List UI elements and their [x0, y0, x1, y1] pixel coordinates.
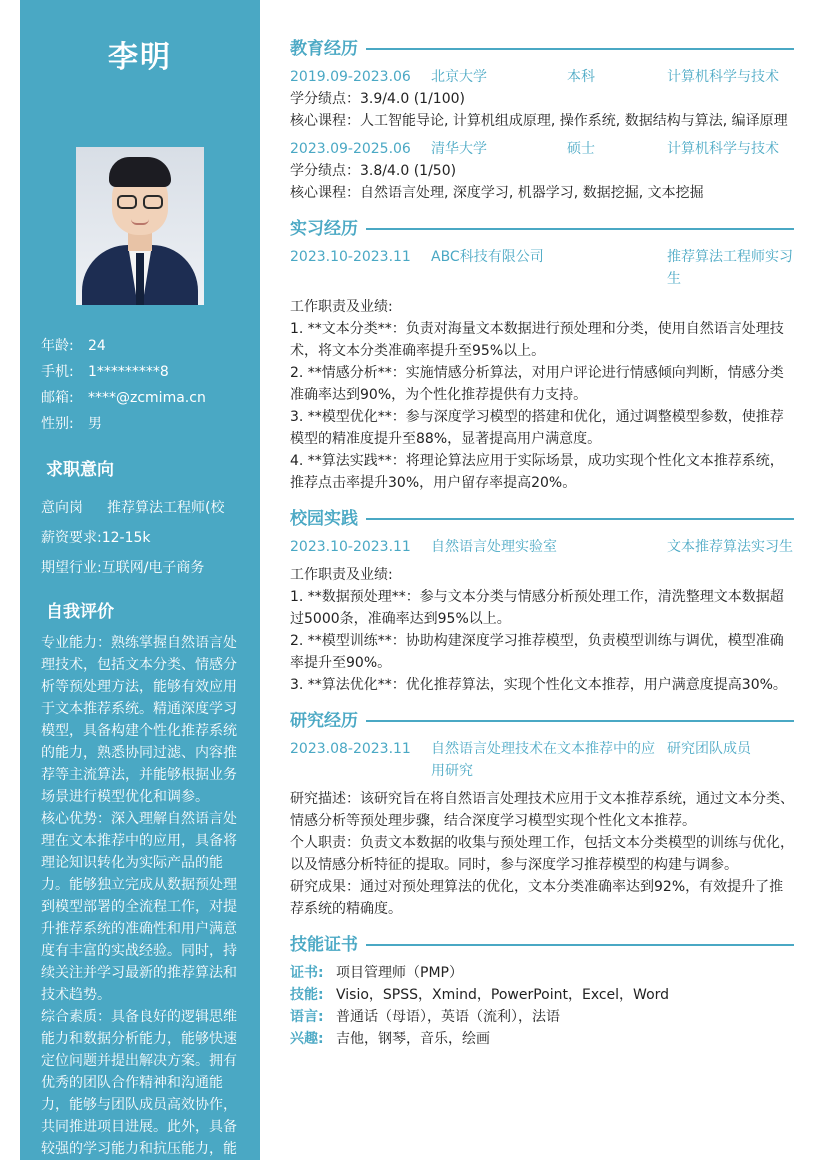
skill-value: 普通话（母语），英语（流利），法语 [336, 1009, 560, 1025]
info-label: 手机: [41, 364, 74, 380]
section-title: 实习经历 [290, 219, 358, 239]
detail-line: 研究成果：通过对预处理算法的优化，文本分类准确率达到92%，有效提升了推荐系统的精确度。 [290, 879, 784, 917]
entry-period: 2023.10-2023.11 [290, 249, 411, 265]
self-eval-paragraph: 核心优势：深入理解自然语言处理在文本推荐中的应用，具备将理论知识转化为实际产品的能力。能够独立完成从数据预处理到模型部署的全流程工作，对提升推荐系统的准确性和用户满意度有丰富的实战经验。同时，持续关注并学习最新的推荐算法和技术趋势。 [41, 811, 237, 1003]
entry-role: 研究团队成员 [667, 741, 751, 757]
entry-gpa: 学分绩点：3.9/4.0 (1/100) [290, 91, 465, 107]
section-divider [366, 228, 794, 230]
internship-section [290, 216, 794, 494]
research-entry-header [290, 738, 794, 782]
section-header [290, 708, 794, 734]
photo-tie [136, 253, 144, 305]
info-gender [41, 411, 251, 437]
education-entry-header [290, 66, 794, 88]
detail-line: 个人职责：负责文本数据的收集与预处理工作，包括文本分类模型的训练与优化，以及情感分析特征的提取。同时，参与深度学习推荐模型的构建与调参。 [290, 835, 794, 873]
section-header [290, 36, 794, 62]
entry-courses: 核心课程：人工智能导论, 计算机组成原理, 操作系统, 数据结构与算法, 编译原理 [290, 113, 788, 129]
info-label: 性别: [41, 416, 74, 432]
education-section [290, 36, 794, 204]
profile-photo [76, 147, 204, 305]
entry-period: 2019.09-2023.06 [290, 69, 411, 85]
photo-glasses-left [117, 195, 137, 209]
detail-line: 3. **模型优化**：参与深度学习模型的搭建和优化，通过调整模型参数，使推荐模型的精准度提升至88%，显著提高用户满意度。 [290, 409, 784, 447]
intent-position [41, 495, 256, 525]
skill-value: 项目管理师（PMP） [336, 965, 463, 981]
skill-label: 证书: [290, 965, 324, 981]
intent-value: 12-15k [101, 530, 151, 546]
info-value: 24 [88, 338, 106, 354]
skill-value: Visio，SPSS，Xmind，PowerPoint，Excel，Word [336, 987, 670, 1003]
skill-row-certificate [290, 962, 794, 984]
section-title: 教育经历 [290, 39, 358, 59]
entry-gpa: 学分绩点：3.8/4.0 (1/50) [290, 163, 457, 179]
detail-line: 1. **数据预处理**：参与文本分类与情感分析预处理工作，清洗整理文本数据超过5000条，准确率达到95%以上。 [290, 589, 784, 627]
detail-line: 工作职责及业绩: [290, 299, 393, 315]
intent-label: 期望行业: [41, 560, 102, 576]
entry-period: 2023.09-2025.06 [290, 141, 411, 157]
skill-label: 兴趣: [290, 1031, 324, 1047]
section-title: 技能证书 [290, 935, 358, 955]
section-header [290, 506, 794, 532]
entry-role: 文本推荐算法实习生 [667, 539, 793, 555]
self-eval-heading: 自我评价 [46, 602, 114, 622]
self-eval-paragraph: 专业能力：熟练掌握自然语言处理技术，包括文本分类、情感分析等预处理方法，能够有效应用于文本推荐系统。精通深度学习模型，具备构建个性化推荐系统的能力，熟悉协同过滤、内容推荐等主流算法，并能够根据业务场景进行模型优化和调参。 [41, 635, 237, 805]
campus-section [290, 506, 794, 696]
detail-line: 2. **模型训练**：协助构建深度学习推荐模型，负责模型训练与调优，模型准确率提升至90%。 [290, 633, 784, 671]
info-value: 1*********8 [88, 364, 169, 380]
entry-major: 计算机科学与技术 [667, 141, 779, 157]
detail-line: 研究描述：该研究旨在将自然语言处理技术应用于文本推荐系统，通过文本分类、情感分析等预处理步骤，结合深度学习模型实现个性化文本推荐。 [290, 791, 794, 829]
entry-org: 自然语言处理实验室 [431, 539, 557, 555]
internship-entry-header [290, 246, 794, 290]
intent-salary [41, 525, 256, 555]
info-email [41, 385, 251, 411]
intent-label: 薪资要求: [41, 530, 102, 546]
skill-value: 吉他，钢琴，音乐，绘画 [336, 1031, 490, 1047]
info-phone [41, 359, 251, 385]
section-divider [366, 720, 794, 722]
skill-row-language [290, 1006, 794, 1028]
main-content [290, 36, 794, 1050]
info-age [41, 333, 251, 359]
skill-label: 技能: [290, 987, 324, 1003]
section-title: 研究经历 [290, 711, 358, 731]
entry-period: 2023.08-2023.11 [290, 741, 411, 757]
campus-entry-header [290, 536, 794, 558]
photo-hair [109, 157, 171, 187]
info-label: 年龄: [41, 338, 74, 354]
entry-school: 清华大学 [431, 141, 487, 157]
sidebar [20, 0, 260, 1160]
section-divider [366, 944, 794, 946]
detail-line: 3. **算法优化**：优化推荐算法，实现个性化文本推荐，用户满意度提高30%。 [290, 677, 787, 693]
info-value: 男 [88, 416, 102, 432]
intent-value: 互联网/电子商务 [101, 560, 205, 576]
research-section [290, 708, 794, 920]
entry-period: 2023.10-2023.11 [290, 539, 411, 555]
entry-courses: 核心课程：自然语言处理, 深度学习, 机器学习, 数据挖掘, 文本挖掘 [290, 185, 704, 201]
entry-major: 计算机科学与技术 [667, 69, 779, 85]
entry-company: ABC科技有限公司 [431, 249, 544, 265]
section-divider [366, 48, 794, 50]
skill-row-interests [290, 1028, 794, 1050]
self-evaluation [41, 632, 241, 1160]
job-intent [41, 495, 256, 585]
detail-line: 1. **文本分类**：负责对海量文本数据进行预处理和分类，使用自然语言处理技术，将文本分类准确率提升至95%以上。 [290, 321, 784, 359]
intent-label: 意向岗 [41, 500, 83, 516]
intent-industry [41, 555, 256, 585]
intent-value: 推荐算法工程师(校 [107, 500, 225, 516]
skills-section [290, 932, 794, 1050]
entry-degree: 硕士 [567, 141, 595, 157]
skill-row-skills [290, 984, 794, 1006]
info-label: 邮箱: [41, 390, 74, 406]
section-header [290, 932, 794, 958]
candidate-name: 李明 [108, 40, 172, 75]
intent-heading: 求职意向 [46, 460, 114, 480]
entry-role: 推荐算法工程师实习生 [667, 249, 793, 287]
section-header [290, 216, 794, 242]
entry-school: 北京大学 [431, 69, 487, 85]
entry-degree: 本科 [567, 69, 595, 85]
education-entry-header [290, 138, 794, 160]
entry-topic: 自然语言处理技术在文本推荐中的应用研究 [431, 741, 655, 779]
detail-line: 2. **情感分析**：实施情感分析算法，对用户评论进行情感倾向判断，情感分类准确率达到90%，为个性化推荐提供有力支持。 [290, 365, 784, 403]
detail-line: 工作职责及业绩: [290, 567, 393, 583]
info-value: ****@zcmima.cn [88, 390, 206, 406]
detail-line: 4. **算法实践**：将理论算法应用于实际场景，成功实现个性化文本推荐系统，推荐点击率提升30%，用户留存率提高20%。 [290, 453, 784, 491]
self-eval-paragraph: 综合素质：具备良好的逻辑思维能力和数据分析能力，能够快速定位问题并提出解决方案。拥有优秀的团队合作精神和沟通能力，能够与团队成员高效协作，共同推进项目进展。此外，具备较强的学习能力和抗压能力，能 [41, 1009, 237, 1157]
skill-label: 语言: [290, 1009, 324, 1025]
personal-info [41, 333, 251, 437]
photo-glasses-right [143, 195, 163, 209]
section-title: 校园实践 [290, 509, 358, 529]
section-divider [366, 518, 794, 520]
